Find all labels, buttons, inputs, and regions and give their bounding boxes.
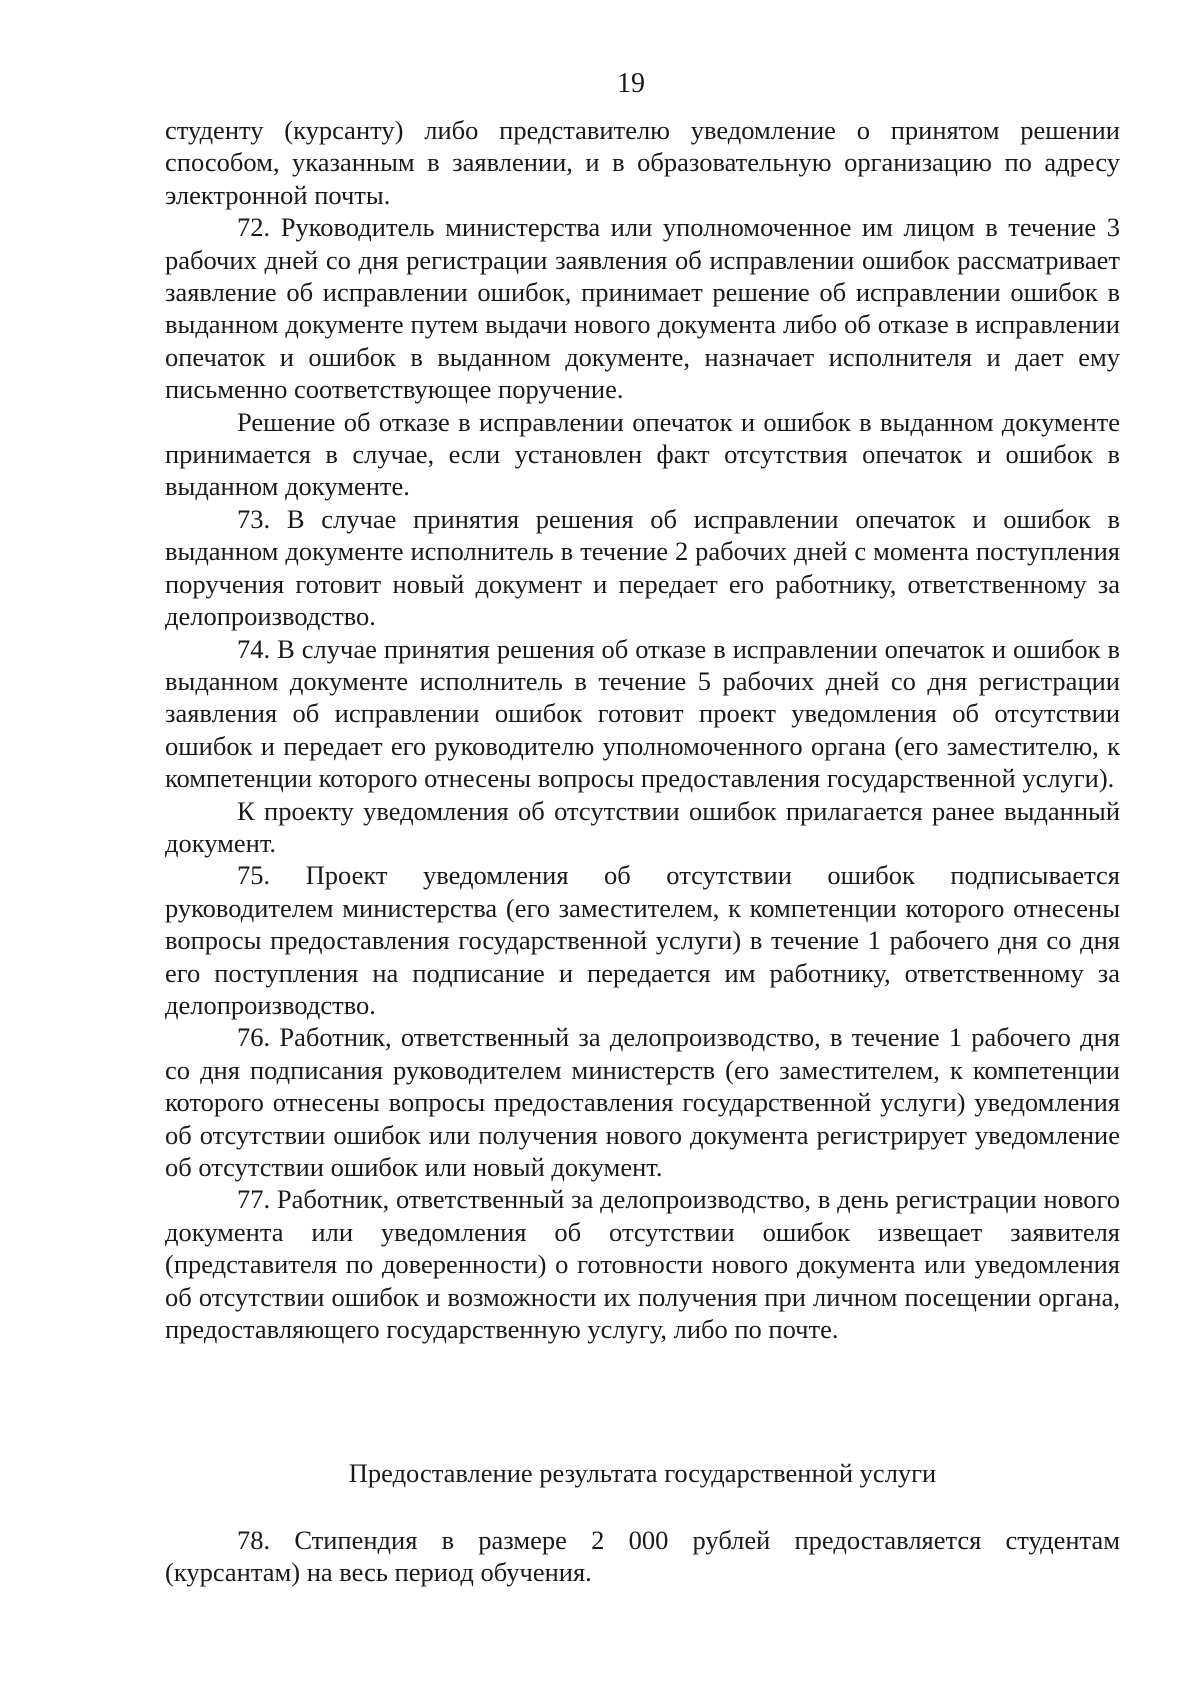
paragraph-attachment: К проекту уведомления об отсутствии ошибок прилагается ранее выданный документ. — [165, 795, 1120, 858]
paragraph-continuation: студенту (курсанту) либо представителю уведомление о принятом решении способом, указанным в заявлении, и в образовательную организацию по адресу электронной почты. — [165, 115, 1120, 210]
paragraph-refusal-decision: Решение об отказе в исправлении опечаток и ошибок в выданном документе принимается в случае, если установлен факт отсутствия опечаток и ошибок в выданном документе. — [165, 406, 1120, 502]
paragraph-74: 74. В случае принятия решения об отказе в исправлении опечаток и ошибок в выданном документе исполнитель в течение 5 рабочих дней со дня регистрации заявления об исправлении ошибок готовит проект уведомления об отсутствии ошибок и передает его руководителю уполномоченного органа (его заместителю, к компетенции которого отнесены вопросы предоставления государственной услуги). — [165, 633, 1120, 794]
document-body — [165, 114, 1120, 1345]
paragraph-72: 72. Руководитель министерства или уполномоченное им лицом в течение 3 рабочих дней со дня регистрации заявления об исправлении ошибок рассматривает заявление об исправлении ошибок, принимает решение об исправлении ошибок в выданном документе путем выдачи нового документа либо об отказе в исправлении опечаток и ошибок в выданном документе, назначает исполнителя и дает ему письменно соответствующее поручение. — [165, 212, 1120, 405]
paragraph-76: 76. Работник, ответственный за делопроизводство, в течение 1 рабочего дня со дня подписания руководителем министерств (его заместителем, к компетенции которого отнесены вопросы предоставления государственной услуги) уведомления об отсутствии ошибок или получения нового документа регистрирует уведомление об отсутствии ошибок или новый документ. — [165, 1022, 1120, 1182]
document-body-final — [165, 1524, 1120, 1589]
page-number: 19 — [617, 68, 645, 99]
paragraph-77: 77. Работник, ответственный за делопроизводство, в день регистрации нового документа или уведомления об отсутствии ошибок извещает заявителя (представителя по доверенности) о готовности нового документа или уведомления об отсутствии ошибок и возможности их получения при личном посещении органа, предоставляющего государственную услугу, либо по почте. — [165, 1184, 1120, 1345]
paragraph-73: 73. В случае принятия решения об исправлении опечаток и ошибок в выданном документе исполнитель в течение 2 рабочих дней с момента поступления поручения готовит новый документ и передает его работнику, ответственному за делопроизводство. — [165, 503, 1120, 632]
paragraph-78: 78. Стипендия в размере 2 000 рублей предоставляется студентам (курсантам) на весь период обучения. — [165, 1525, 1120, 1588]
section-heading: Предоставление результата государственной услуги — [348, 1458, 937, 1488]
paragraph-75: 75. Проект уведомления об отсутствии ошибок подписывается руководителем министерства (его заместителем, к компетенции которого отнесены вопросы предоставления государственной услуги) в течение 1 рабочего дня со дня его поступления на подписание и передается им работнику, ответственному за делопроизводство. — [165, 860, 1120, 1020]
